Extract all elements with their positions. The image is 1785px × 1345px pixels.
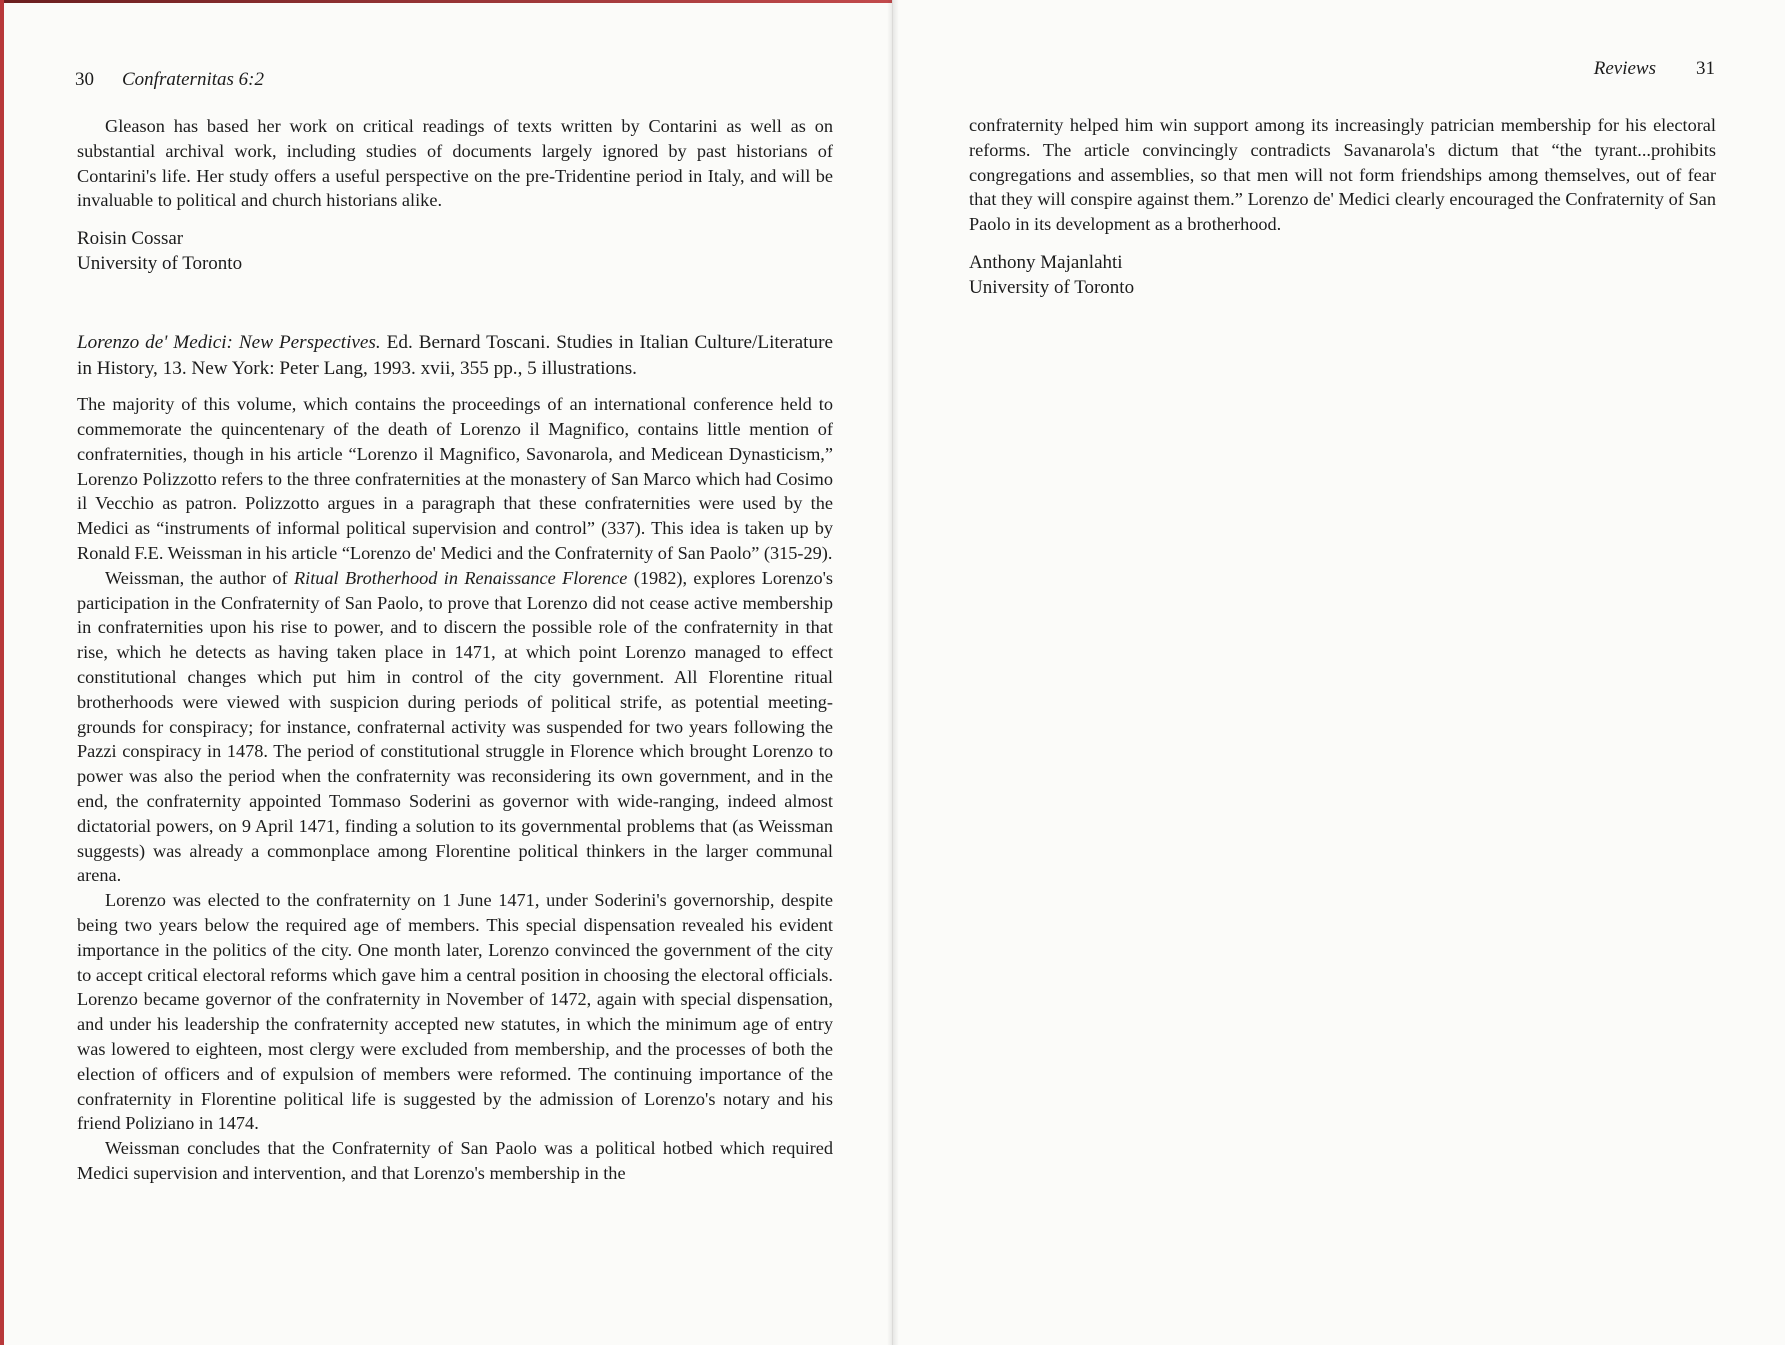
right-page-body [969,113,1716,300]
left-page [0,0,892,1345]
reviewer-affiliation: University of Toronto [77,253,243,275]
reviewer-signature-1 [77,226,833,276]
paragraph-2-lead: Weissman, the author of [105,567,294,588]
reviewed-book-title: Lorenzo de' Medici: New Perspectives. [77,332,381,354]
journal-title: Confraternitas 6:2 [122,69,264,90]
intro-paragraph: Gleason has based her work on critical readings of texts written by Contarini as well as on substantial archival work, including studies of documents largely ignored by past historians of Contarini's life. Her study offers a useful perspective on the pre-Tridentine period in Italy, and will be invaluable to political and church historians alike. [77,116,833,211]
left-running-head [75,68,264,92]
section-title: Reviews [1593,58,1656,79]
review-paragraph-4: Weissman concludes that the Confraternity of San Paolo was a political hotbed which required Medici supervision and intervention, and that Lorenzo's membership in the [77,1138,833,1183]
page-top-edge [4,0,892,3]
review-paragraph-1: The majority of this volume, which contains the proceedings of an international conference held to commemorate the quincentenary of the death of Lorenzo il Magnifico, contains little mention of confraternities, though in his article “Lorenzo il Magnifico, Savonarola, and Medicean Dynasticism,” Lorenzo Polizzotto refers to the three confraternities at the monastery of San Marco which had Cosimo il Vecchio as patron. Polizzotto argues in a paragraph that these confraternities were used by the Medici as “instruments of informal political supervision and control” (337). This idea is taken up by Ronald F.E. Weissman in his article “Lorenzo de' Medici and the Confraternity of San Paolo” (315-29). [77,394,833,563]
left-page-number: 30 [75,69,94,90]
left-page-body [77,114,833,1186]
reviewer-name: Roisin Cossar [77,228,184,250]
reviewed-book-citation: Ed. Bernard Toscani. Studies in Italian Culture/Literature in History, 13. New York: Peter Lang, 1993. xvii, 355 pp., 5 illustrations. [77,332,833,380]
reviewer-name: Anthony Majanlahti [969,251,1123,273]
right-page-number: 31 [1696,58,1715,79]
book-gutter [887,0,899,1345]
reviewer-affiliation: University of Toronto [969,276,1135,298]
right-page [893,0,1785,1345]
reviewer-signature-2 [969,250,1716,300]
review-heading [77,330,833,382]
continuation-paragraph: confraternity helped him win support among its increasingly patrician membership for his electoral reforms. The article convincingly contradicts Savanarola's dictum that “the tyrant...prohibits congregations and assemblies, so that men will not form friendships among themselves, out of fear that they will conspire against them.” Lorenzo de' Medici clearly encouraged the Confraternity of San Paolo in its development as a brotherhood. [969,115,1716,235]
paragraph-2-book-title: Ritual Brotherhood in Renaissance Florence [293,567,628,588]
paragraph-2-rest: (1982), explores Lorenzo's participation in the Confraternity of San Paolo, to prove that Lorenzo did not cease active membership in confraternities upon his rise to power, and to discern the possible role of the confraternity in that rise, which he detects as having taken place in 1471, at which point Lorenzo managed to effect constitutional changes which put him in control of the city government. All Florentine ritual brotherhoods were viewed with suspicion during periods of political strife, as potential meeting-grounds for conspiracy; for instance, confraternal activity was suspended for two years following the Pazzi conspiracy in 1478. The period of constitutional struggle in Florence which brought Lorenzo to power was also the period when the confraternity was reconsidering its own government, and in the end, the confraternity appointed Tommaso Soderini as governor with wide-ranging, indeed almost dictatorial powers, on 9 April 1471, finding a solution to its governmental problems that (as Weissman suggests) was already a commonplace among Florentine political thinkers in the larger communal arena. [77,567,834,886]
review-paragraph-2 [77,566,833,888]
right-running-head [1594,57,1715,81]
review-paragraph-3: Lorenzo was elected to the confraternity on 1 June 1471, under Soderini's governorship, despite being two years below the required age of members. This special dispensation revealed his evident importance in the politics of the city. One month later, Lorenzo convinced the government of the city to accept critical electoral reforms which gave him a central position in choosing the electoral officials. Lorenzo became governor of the confraternity in November of 1472, again with special dispensation, and under his leadership the confraternity accepted new statutes, in which the minimum age of entry was lowered to eighteen, most clergy were excluded from membership, and the processes of both the election of officers and of expulsion of members were reformed. The continuing importance of the confraternity in Florentine political life is suggested by the admission of Lorenzo's notary and his friend Poliziano in 1474. [77,890,833,1134]
